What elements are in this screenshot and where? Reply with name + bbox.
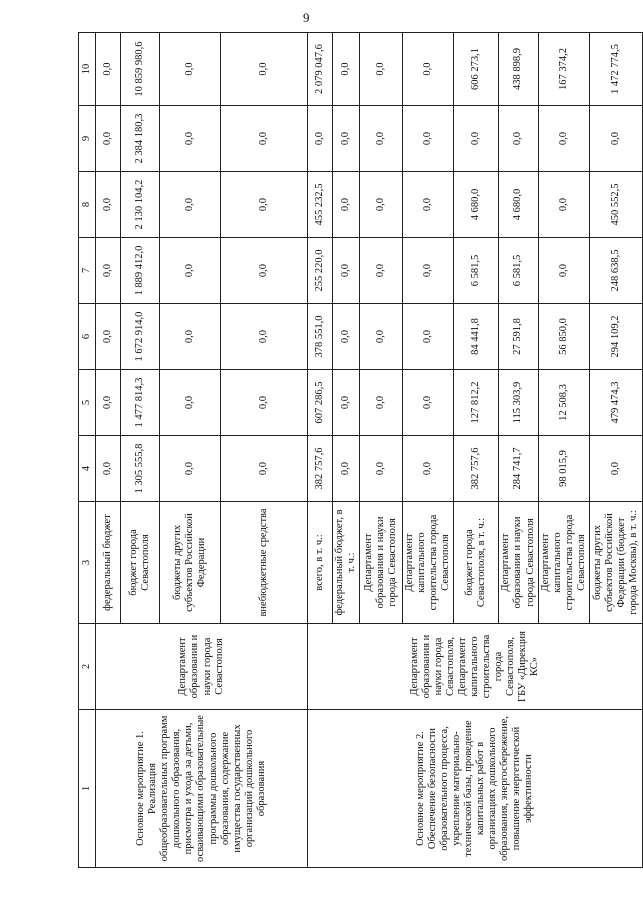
value-cell: 284 741,7 xyxy=(499,436,538,502)
value-cell: 12 508,3 xyxy=(538,370,589,436)
value-cell: 98 015,9 xyxy=(538,436,589,502)
header-cell: 6 xyxy=(79,304,96,370)
value-cell: 438 898,9 xyxy=(499,33,538,106)
value-cell: 0,0 xyxy=(96,304,121,370)
value-cell: 6 581,5 xyxy=(454,238,499,304)
value-cell: 248 638,5 xyxy=(589,238,642,304)
value-cell: 0,0 xyxy=(538,172,589,238)
value-cell: 0,0 xyxy=(96,106,121,172)
page-number: 9 xyxy=(303,10,310,25)
value-cell: 0,0 xyxy=(360,436,403,502)
source-cell: внебюджетные средства xyxy=(221,502,308,624)
value-cell: 0,0 xyxy=(221,370,308,436)
source-cell: всего, в т. ч.: xyxy=(308,502,333,624)
value-cell: 0,0 xyxy=(221,172,308,238)
table-row xyxy=(96,33,121,868)
header-cell: 5 xyxy=(79,370,96,436)
header-cell: 7 xyxy=(79,238,96,304)
value-cell: 0,0 xyxy=(221,33,308,106)
value-cell: 0,0 xyxy=(538,106,589,172)
value-cell: 56 850,0 xyxy=(538,304,589,370)
value-cell: 167 374,2 xyxy=(538,33,589,106)
budget-table xyxy=(78,32,643,868)
value-cell: 0,0 xyxy=(403,370,454,436)
value-cell: 2 079 047,6 xyxy=(308,33,333,106)
value-cell: 1 672 914,0 xyxy=(121,304,160,370)
value-cell: 0,0 xyxy=(160,436,221,502)
measure-1-title: Основное мероприятие 1. Реализация общеобразовательных программ дошкольного образования, присмотра и ухода за детьми, осваивающими образовательные программы дошкольного образования, содержание имущества государственных организаций дошкольного образования xyxy=(96,710,308,868)
value-cell: 0,0 xyxy=(403,33,454,106)
value-cell: 0,0 xyxy=(403,304,454,370)
rotated-table-wrapper xyxy=(78,33,639,868)
source-cell: Департамент образования и науки города Севастополя xyxy=(499,502,538,624)
value-cell: 115 303,9 xyxy=(499,370,538,436)
measure-1-executor: Департамент образования и науки города Севастополя xyxy=(96,624,308,710)
value-cell: 0,0 xyxy=(360,304,403,370)
value-cell: 0,0 xyxy=(403,106,454,172)
value-cell: 0,0 xyxy=(221,106,308,172)
value-cell: 0,0 xyxy=(333,370,360,436)
value-cell: 0,0 xyxy=(96,370,121,436)
value-cell: 0,0 xyxy=(96,172,121,238)
table-row xyxy=(308,33,333,868)
value-cell: 0,0 xyxy=(160,238,221,304)
value-cell: 6 581,5 xyxy=(499,238,538,304)
header-cell: 4 xyxy=(79,436,96,502)
value-cell: 0,0 xyxy=(160,370,221,436)
header-cell: 1 xyxy=(79,710,96,868)
source-cell: бюджеты других субъектов Российской Федерации xyxy=(160,502,221,624)
value-cell: 1 472 774,5 xyxy=(589,33,642,106)
source-cell: Департамент капитального строительства города Севастополя xyxy=(403,502,454,624)
value-cell: 0,0 xyxy=(96,33,121,106)
value-cell: 1 889 412,0 xyxy=(121,238,160,304)
value-cell: 0,0 xyxy=(160,304,221,370)
value-cell: 27 591,8 xyxy=(499,304,538,370)
value-cell: 0,0 xyxy=(360,238,403,304)
value-cell: 0,0 xyxy=(403,172,454,238)
value-cell: 0,0 xyxy=(499,106,538,172)
value-cell: 0,0 xyxy=(333,238,360,304)
value-cell: 382 757,6 xyxy=(308,436,333,502)
value-cell: 0,0 xyxy=(403,436,454,502)
value-cell: 0,0 xyxy=(221,304,308,370)
value-cell: 2 130 104,2 xyxy=(121,172,160,238)
measure-2-title: Основное мероприятие 2. Обеспечение безопасности образовательного процесса, укрепление материально-технической базы, проведение капитальных работ в организациях дошкольного образования, энергосбережение, повышение энергетической эффективности xyxy=(308,710,643,868)
source-cell: Департамент капитального строительства города Севастополя xyxy=(538,502,589,624)
value-cell: 0,0 xyxy=(160,106,221,172)
value-cell: 1 477 814,3 xyxy=(121,370,160,436)
header-cell: 2 xyxy=(79,624,96,710)
value-cell: 0,0 xyxy=(221,436,308,502)
source-cell: бюджет города Севастополя xyxy=(121,502,160,624)
source-cell: бюджет города Севастополя, в т. ч.: xyxy=(454,502,499,624)
source-cell: федеральный бюджет, в т. ч.: xyxy=(333,502,360,624)
value-cell: 0,0 xyxy=(589,436,642,502)
value-cell: 10 859 980,6 xyxy=(121,33,160,106)
value-cell: 0,0 xyxy=(96,238,121,304)
value-cell: 0,0 xyxy=(538,238,589,304)
value-cell: 127 812,2 xyxy=(454,370,499,436)
source-cell: федеральный бюджет xyxy=(96,502,121,624)
value-cell: 479 474,3 xyxy=(589,370,642,436)
value-cell: 0,0 xyxy=(360,106,403,172)
source-cell: Департамент образования и науки города Севастополя xyxy=(360,502,403,624)
value-cell: 455 232,5 xyxy=(308,172,333,238)
value-cell: 84 441,8 xyxy=(454,304,499,370)
header-cell: 10 xyxy=(79,33,96,106)
value-cell: 0,0 xyxy=(333,436,360,502)
value-cell: 0,0 xyxy=(333,106,360,172)
header-cell: 9 xyxy=(79,106,96,172)
value-cell: 0,0 xyxy=(333,304,360,370)
header-row xyxy=(79,33,96,868)
value-cell: 0,0 xyxy=(360,370,403,436)
value-cell: 0,0 xyxy=(360,172,403,238)
value-cell: 294 109,2 xyxy=(589,304,642,370)
value-cell: 0,0 xyxy=(96,436,121,502)
value-cell: 0,0 xyxy=(589,106,642,172)
source-cell: бюджеты других субъектов Российской Федерации (бюджет города Москвы), в т. ч.: xyxy=(589,502,642,624)
header-cell: 8 xyxy=(79,172,96,238)
value-cell: 0,0 xyxy=(454,106,499,172)
value-cell: 0,0 xyxy=(333,172,360,238)
value-cell: 0,0 xyxy=(160,172,221,238)
value-cell: 255 220,0 xyxy=(308,238,333,304)
value-cell: 0,0 xyxy=(160,33,221,106)
value-cell: 2 384 180,3 xyxy=(121,106,160,172)
value-cell: 0,0 xyxy=(308,106,333,172)
value-cell: 1 305 555,8 xyxy=(121,436,160,502)
value-cell: 450 552,5 xyxy=(589,172,642,238)
header-cell: 3 xyxy=(79,502,96,624)
value-cell: 607 286,5 xyxy=(308,370,333,436)
value-cell: 382 757,6 xyxy=(454,436,499,502)
value-cell: 0,0 xyxy=(360,33,403,106)
value-cell: 0,0 xyxy=(403,238,454,304)
value-cell: 606 273,1 xyxy=(454,33,499,106)
value-cell: 4 680,0 xyxy=(454,172,499,238)
value-cell: 0,0 xyxy=(333,33,360,106)
value-cell: 378 551,0 xyxy=(308,304,333,370)
value-cell: 0,0 xyxy=(221,238,308,304)
value-cell: 4 680,0 xyxy=(499,172,538,238)
measure-2-executor: Департамент образования и науки города Севастополя, Департамент капитального строительства города Севастополя, ГБУ «Дирекция КС» xyxy=(308,624,643,710)
